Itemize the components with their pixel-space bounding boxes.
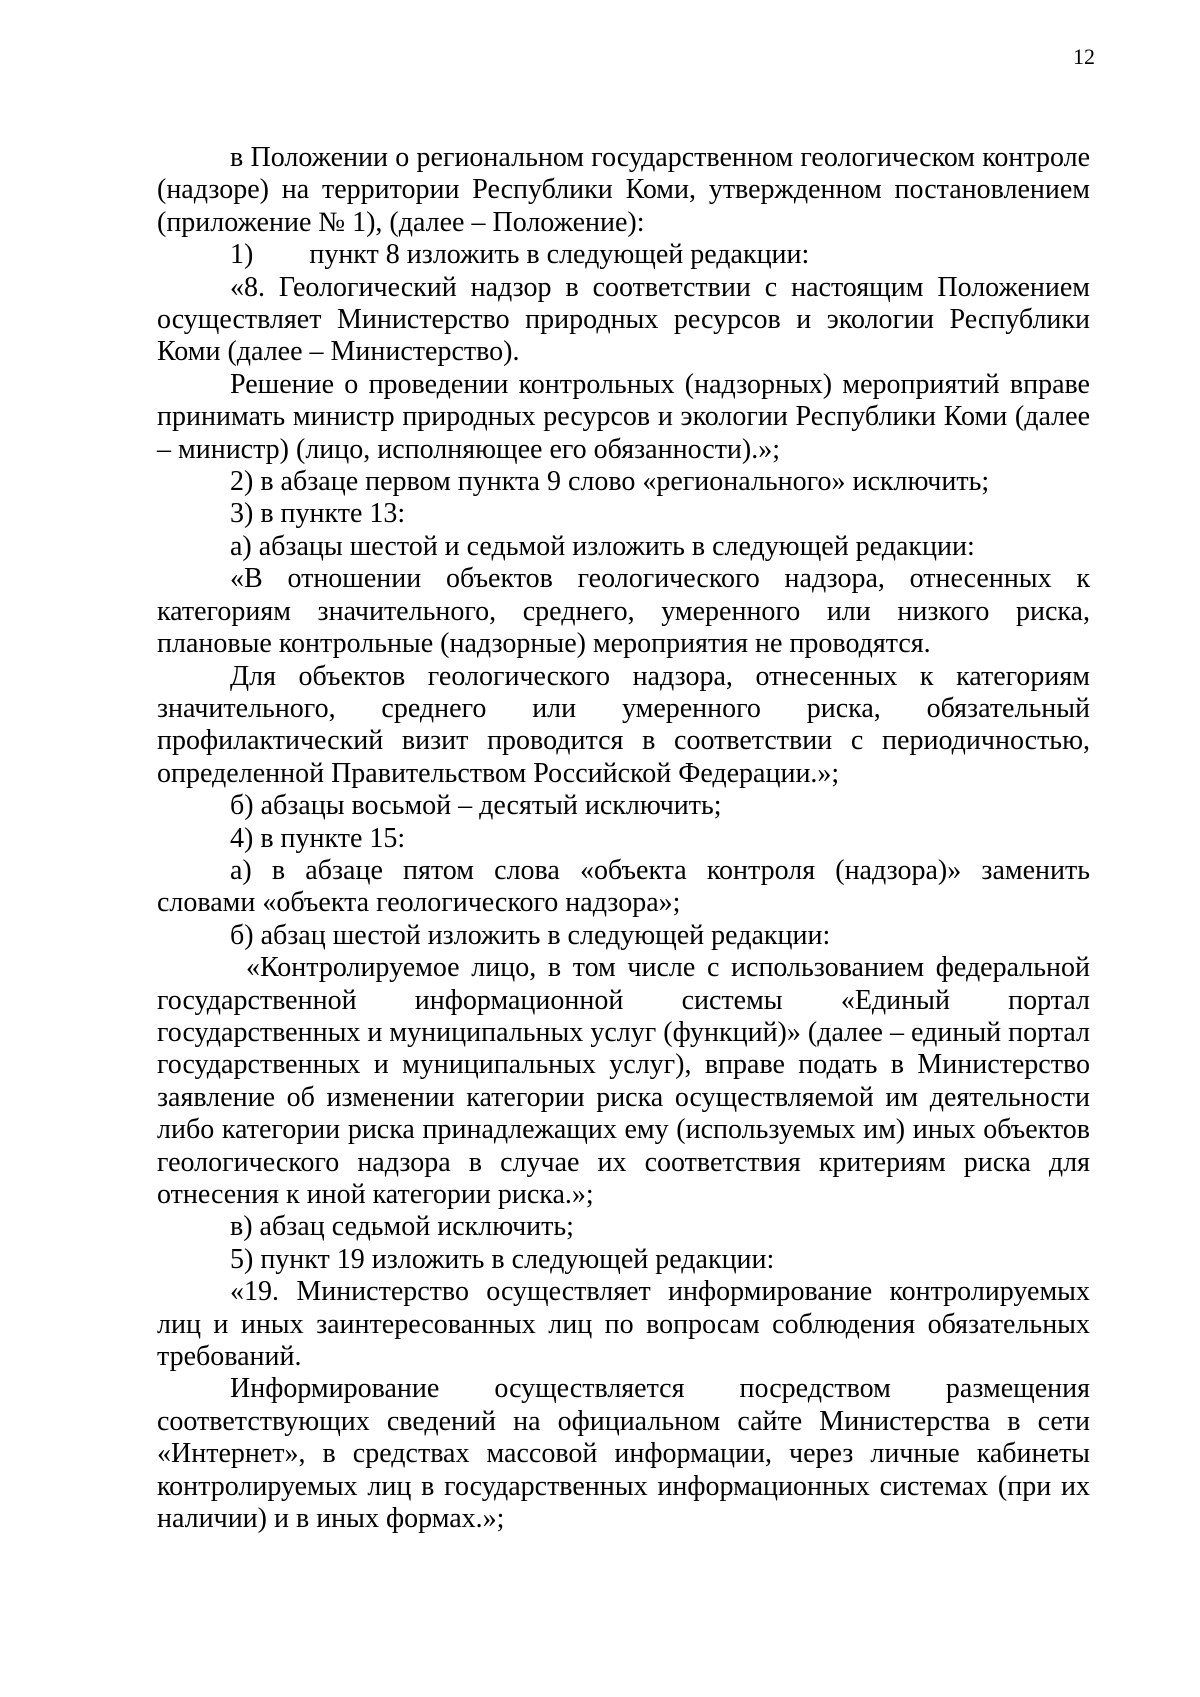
paragraph-informing: Информирование осуществляется посредством размещения соответствующих сведений на официальном сайте Министерства в сети «Интернет», в средствах массовой информации, через личные кабинеты контролируемых лиц в государственных информационных системах (при их наличии) и в иных формах.»; [157, 1373, 1090, 1535]
paragraph-decision: Решение о проведении контрольных (надзорных) мероприятий вправе принимать министр природных ресурсов и экологии Республики Коми (далее – министр) (лицо, исполняющее его обязанности).»; [157, 368, 1090, 465]
document-body [157, 142, 1090, 1535]
paragraph-item-4b: б) абзац шестой изложить в следующей редакции: [230, 919, 831, 951]
paragraph-item-3b: б) абзацы восьмой – десятый исключить; [230, 790, 722, 822]
paragraph-quote-controlled-person: «Контролируемое лицо, в том числе с использованием федеральной государственной информационной системы «Единый портал государственных и муниципальных услуг (функций)» (далее – единый портал государственных и муниципальных услуг), вправе подать в Министерство заявление об изменении категории риска осуществляемой им деятельности либо категории риска принадлежащих ему (используемых им) иных объектов геологического надзора в случае их соответствия критериям риска для отнесения к иной категории риска.»; [157, 952, 1090, 1210]
paragraph-quote-objects: «В отношении объектов геологического надзора, отнесенных к категориям значительного, среднего, умеренного или низкого риска, плановые контрольные (надзорные) мероприятия не проводятся. [157, 563, 1090, 660]
paragraph-quote-8: «8. Геологический надзор в соответствии с настоящим Положением осуществляет Министерство природных ресурсов и экологии Республики Коми (далее – Министерство). [157, 271, 1090, 368]
paragraph-intro: в Положении о региональном государственном геологическом контроле (надзоре) на территории Республики Коми, утвержденном постановлением (приложение № 1), (далее – Положение): [157, 142, 1090, 238]
paragraph-item-5: 5) пункт 19 изложить в следующей редакции: [230, 1243, 775, 1275]
paragraph-item-4: 4) в пункте 15: [230, 822, 406, 854]
item-1-number: 1) [230, 239, 254, 271]
paragraph-item-3a: а) абзацы шестой и седьмой изложить в следующей редакции: [230, 530, 975, 562]
paragraph-item-1 [157, 239, 1090, 271]
item-1-text: пункт 8 изложить в следующей редакции: [309, 239, 810, 271]
page-number: 12 [1073, 44, 1095, 69]
paragraph-item-3: 3) в пункте 13: [230, 498, 406, 530]
paragraph-item-4a: а) в абзаце пятом слова «объекта контроля (надзора)» заменить словами «объекта геологического надзора»; [157, 854, 1090, 919]
paragraph-item-4v: в) абзац седьмой исключить; [230, 1211, 574, 1243]
paragraph-preventive-visit: Для объектов геологического надзора, отнесенных к категориям значительного, среднего или умеренного риска, обязательный профилактический визит проводится в соответствии с периодичностью, определенной Правительством Российской Федерации.»; [157, 660, 1090, 789]
paragraph-item-2: 2) в абзаце первом пункта 9 слово «регионального» исключить; [230, 466, 990, 498]
paragraph-quote-19: «19. Министерство осуществляет информирование контролируемых лиц и иных заинтересованных лиц по вопросам соблюдения обязательных требований. [157, 1276, 1090, 1373]
